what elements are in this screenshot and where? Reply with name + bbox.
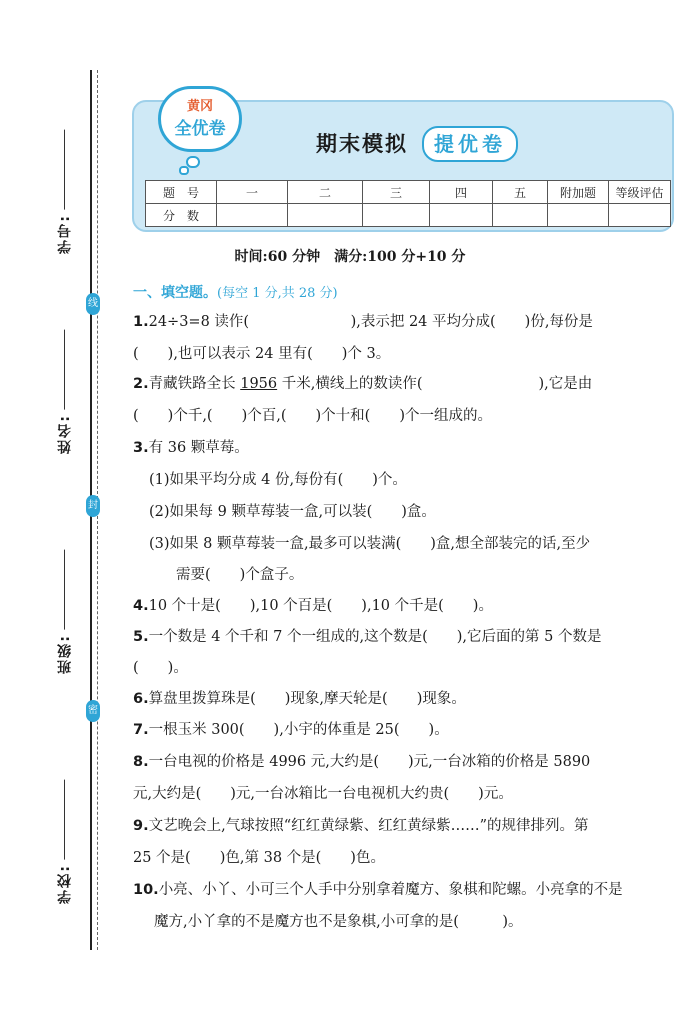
question-text: 25 个是( )色,第 38 个是( )色。	[133, 850, 385, 866]
score-cell[interactable]	[288, 204, 363, 227]
question-3-sub2	[149, 504, 700, 520]
question-text: (3)如果 8 颗草莓装一盒,最多可以装满( )盒,想全部装完的话,至少	[149, 536, 591, 552]
question-8	[133, 754, 693, 770]
question-text: 24÷3=8 读作( ),表示把 24 平均分成( )份,每份是	[148, 314, 593, 330]
tag-xian: 线	[86, 293, 100, 315]
question-text: 一台电视的价格是 4996 元,大约是( )元,一台冰箱的价格是 5890	[148, 754, 591, 770]
section-heading	[133, 282, 338, 302]
class-field	[55, 550, 81, 674]
logo-line1: 黄冈	[186, 99, 213, 114]
table-cell: 附加题	[548, 181, 609, 204]
question-text: 小亮、小丫、小可三个人手中分别拿着魔方、象棋和陀螺。小亮拿的不是	[158, 882, 623, 898]
question-2-line2	[133, 408, 693, 424]
question-text: ( )个千,( )个百,( )个十和( )个一组成的。	[133, 408, 492, 424]
student-id-field	[55, 130, 81, 254]
score-table	[145, 180, 671, 227]
table-cell: 三	[363, 181, 430, 204]
question-text: (2)如果每 9 颗草莓装一盒,可以装( )盒。	[149, 504, 436, 520]
question-text: ( ),也可以表示 24 里有( )个 3。	[133, 346, 391, 362]
logo-cloud	[158, 86, 242, 152]
question-1-line2	[133, 346, 693, 362]
logo-bubble-small-icon	[179, 166, 189, 175]
name-label: 姓名:	[57, 414, 73, 454]
question-1	[133, 314, 693, 330]
question-text: 青藏铁路全长	[148, 376, 241, 392]
question-6	[133, 691, 693, 707]
table-cell: 一	[217, 181, 288, 204]
logo-bubble-icon	[186, 156, 200, 168]
question-number: 5.	[133, 629, 149, 645]
exam-info: 时间:60 分钟 满分:100 分+10 分	[234, 249, 466, 265]
underlined-number: 1956	[240, 376, 278, 392]
question-number: 8.	[133, 754, 149, 770]
question-2	[133, 376, 693, 392]
score-cell[interactable]	[548, 204, 609, 227]
question-3-sub1	[149, 472, 700, 488]
table-cell: 二	[288, 181, 363, 204]
section-title: 一、填空题。	[133, 285, 217, 301]
question-text: 有 36 颗草莓。	[148, 440, 249, 456]
score-table-header-row	[146, 181, 671, 204]
score-cell[interactable]	[363, 204, 430, 227]
question-text: (1)如果平均分成 4 份,每份有( )个。	[149, 472, 407, 488]
question-number: 7.	[133, 722, 149, 738]
student-id-label: 学号:	[57, 214, 73, 254]
question-9	[133, 818, 693, 834]
question-8-line2	[133, 786, 693, 802]
question-text: 魔方,小丫拿的不是魔方也不是象棋,小可拿的是( )。	[154, 914, 523, 930]
score-table-score-row	[146, 204, 671, 227]
question-9-line2	[133, 850, 693, 866]
score-cell[interactable]	[609, 204, 671, 227]
question-10-line2	[154, 914, 700, 930]
question-text: ( )。	[133, 660, 188, 676]
question-5-line2	[133, 660, 693, 676]
question-text: 文艺晚会上,气球按照“红红黄绿紫、红红黄绿紫……”的规律排列。第	[148, 818, 589, 834]
question-7	[133, 722, 693, 738]
question-text: 一个数是 4 个千和 7 个一组成的,这个数是( ),它后面的第 5 个数是	[148, 629, 602, 645]
question-10	[133, 882, 693, 898]
class-label: 班级:	[57, 634, 73, 674]
question-4	[133, 598, 693, 614]
table-cell: 分 数	[146, 204, 217, 227]
table-cell: 四	[430, 181, 493, 204]
table-cell: 题 号	[146, 181, 217, 204]
school-field	[55, 780, 81, 904]
question-number: 4.	[133, 598, 149, 614]
table-cell: 等级评估	[609, 181, 671, 204]
question-text: 需要( )个盒子。	[176, 567, 304, 583]
question-text: 千米,横线上的数读作( ),它是由	[277, 376, 593, 392]
tag-mi: 密	[86, 700, 100, 722]
school-label: 学校:	[57, 864, 73, 904]
question-number: 3.	[133, 440, 149, 456]
question-3	[133, 440, 693, 456]
question-text: 算盘里拨算珠是( )现象,摩天轮是( )现象。	[148, 691, 466, 707]
question-text: 一根玉米 300( ),小宇的体重是 25( )。	[148, 722, 449, 738]
score-cell[interactable]	[493, 204, 548, 227]
question-3-sub3	[149, 536, 700, 552]
section-note: (每空 1 分,共 28 分)	[217, 286, 338, 301]
question-3-sub3-line2	[176, 567, 700, 583]
page-title: 期末模拟	[316, 132, 408, 156]
table-cell: 五	[493, 181, 548, 204]
question-5	[133, 629, 693, 645]
score-cell[interactable]	[217, 204, 288, 227]
question-number: 2.	[133, 376, 149, 392]
score-cell[interactable]	[430, 204, 493, 227]
tag-feng: 封	[86, 495, 100, 517]
question-number: 9.	[133, 818, 149, 834]
question-number: 10.	[133, 882, 159, 898]
question-text: 元,大约是( )元,一台冰箱比一台电视机大约贵( )元。	[133, 786, 513, 802]
page-subtitle: 提优卷	[422, 126, 518, 162]
name-field	[55, 330, 81, 454]
question-number: 6.	[133, 691, 149, 707]
question-text: 10 个十是( ),10 个百是( ),10 个千是( )。	[148, 598, 493, 614]
binding-strip	[0, 0, 110, 1011]
logo-line2: 全优卷	[174, 119, 226, 139]
question-number: 1.	[133, 314, 149, 330]
